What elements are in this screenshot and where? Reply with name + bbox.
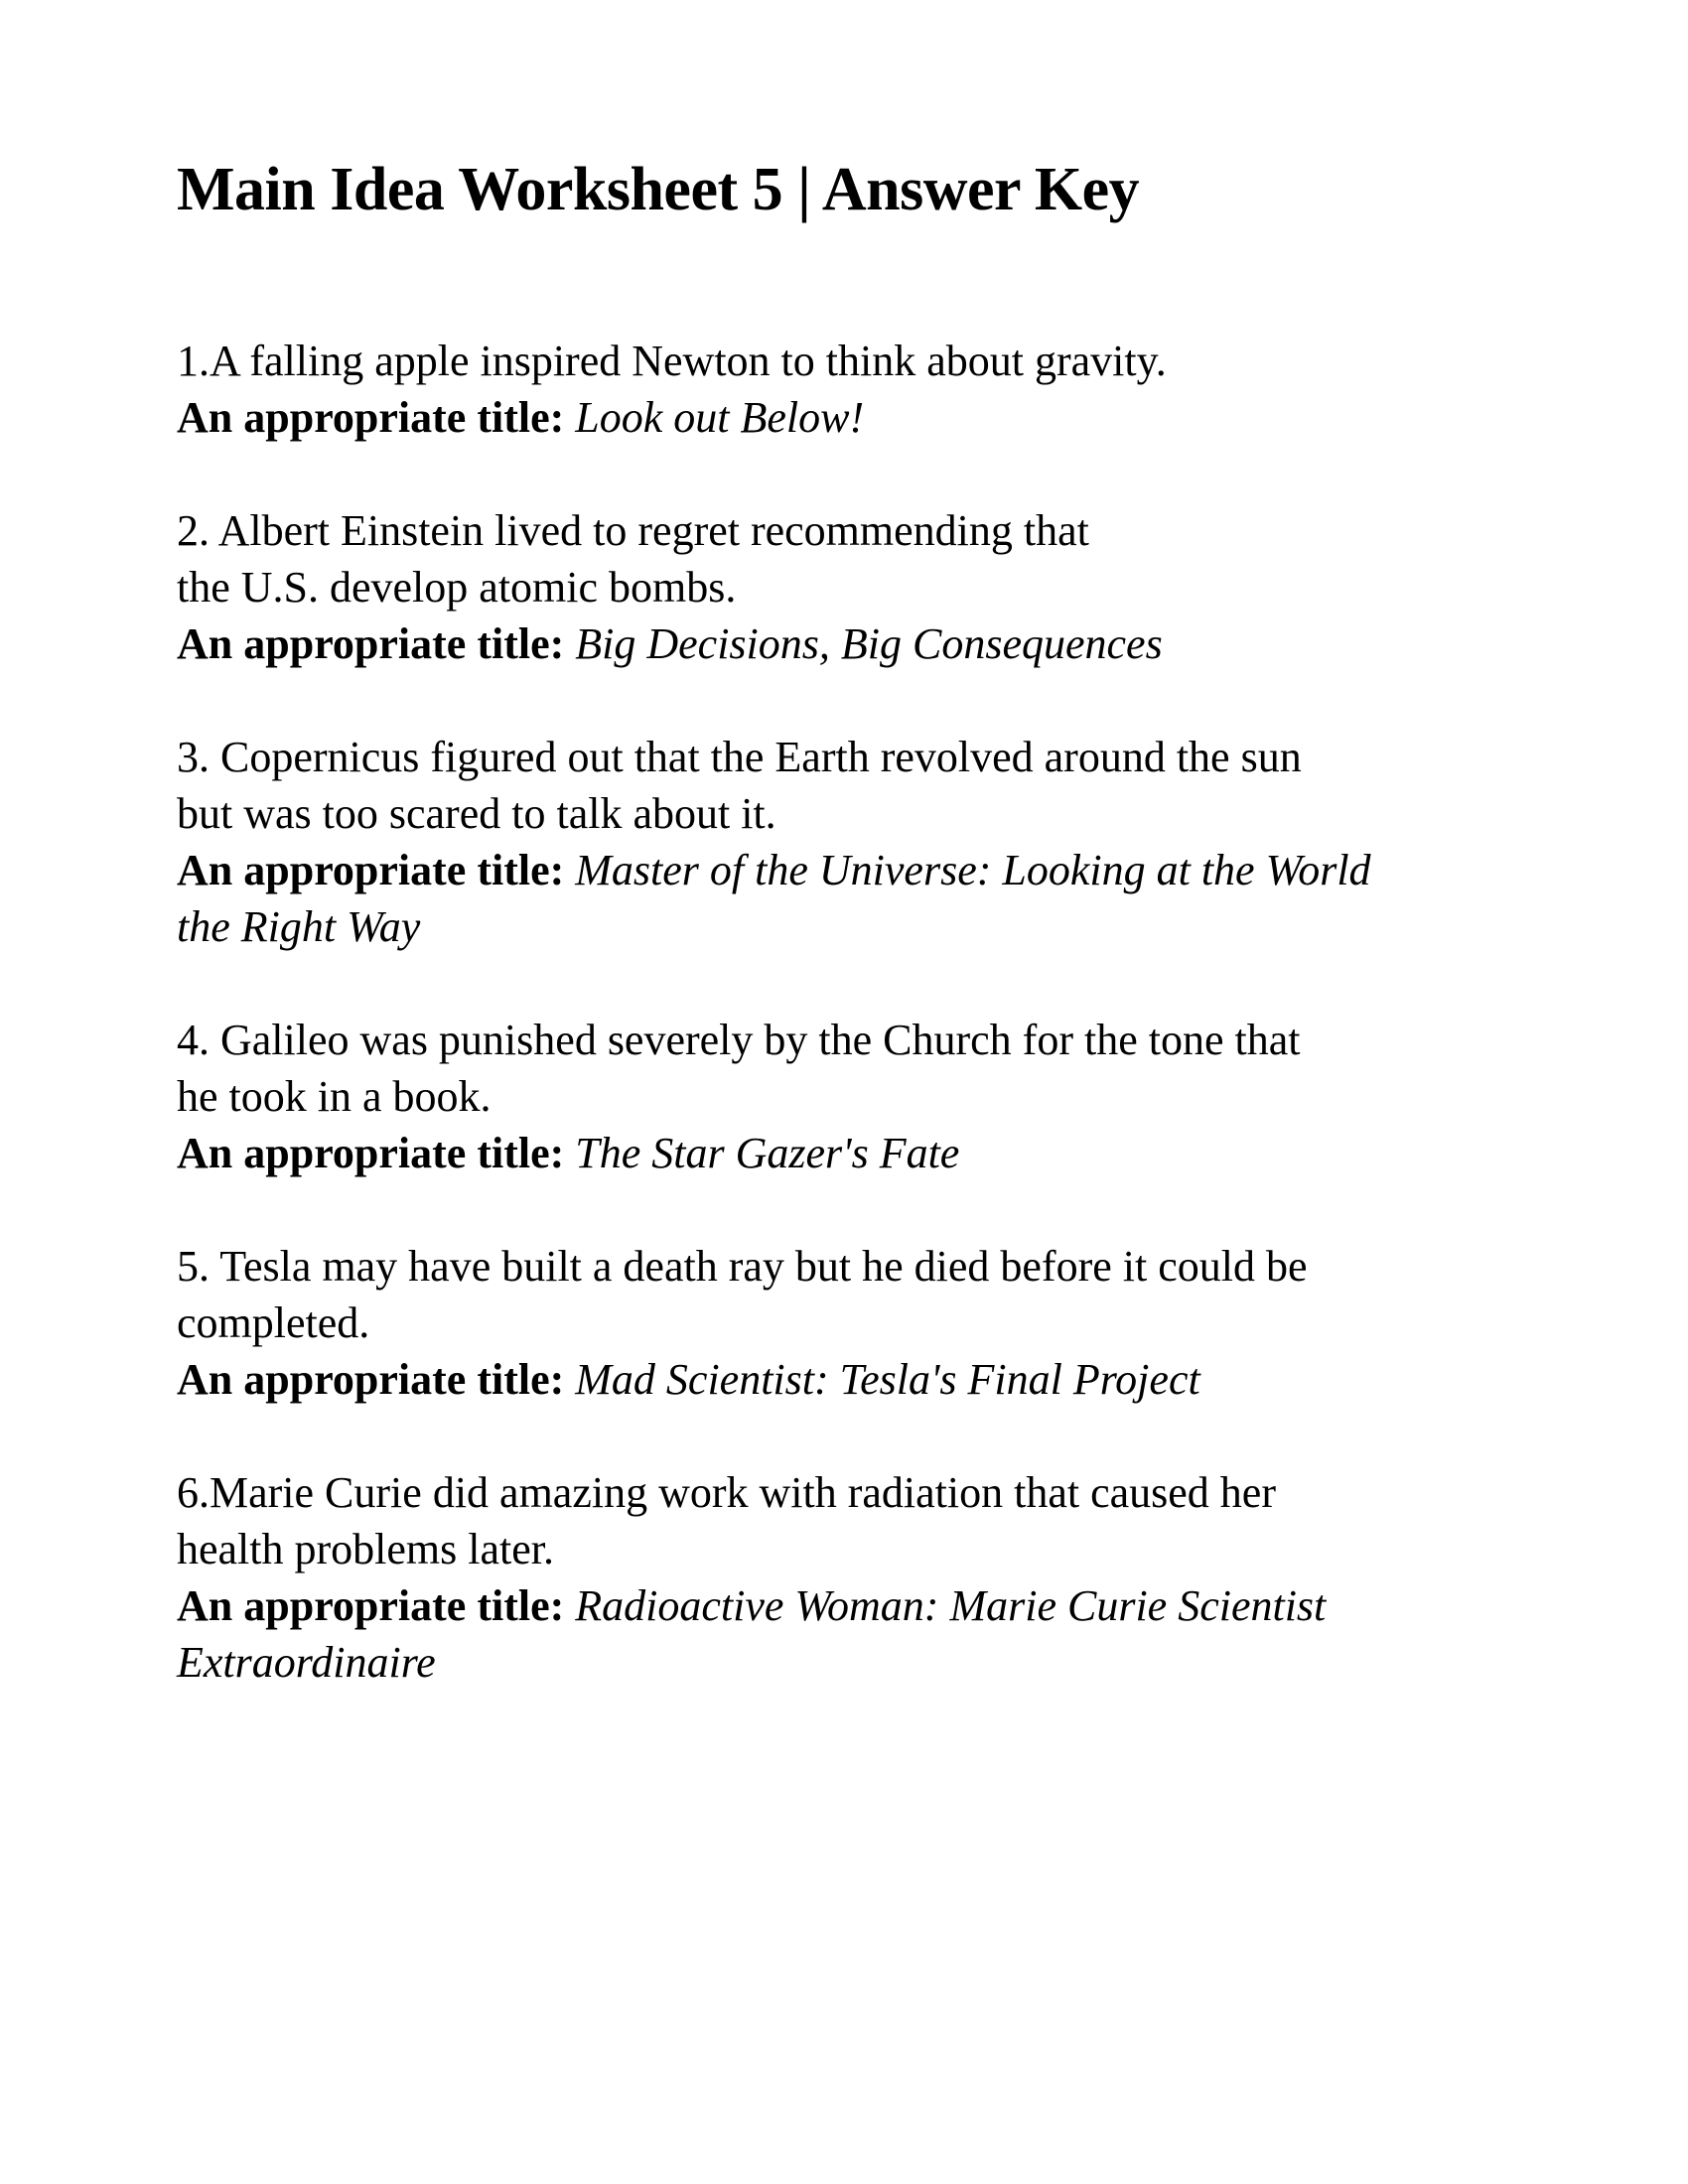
question-line: completed. (177, 1298, 370, 1347)
answer-label: An appropriate title: (177, 393, 565, 442)
question-text (177, 729, 1507, 842)
answer-row (177, 842, 1428, 955)
answer-list (177, 333, 1507, 1747)
answer-title: Master of the Universe: Looking at the World the Right Way (177, 846, 1371, 951)
answer-row (177, 1125, 1507, 1181)
question-line: 1.A falling apple inspired Newton to think about gravity. (177, 337, 1167, 385)
answer-row (177, 615, 1507, 672)
question-text (177, 333, 1507, 389)
answer-row (177, 1577, 1487, 1691)
answer-item-2 (177, 502, 1507, 672)
answer-label: An appropriate title: (177, 1129, 565, 1177)
answer-title: Mad Scientist: Tesla's Final Project (575, 1355, 1200, 1404)
answer-item-5 (177, 1238, 1507, 1408)
question-text (177, 1012, 1507, 1125)
question-text (177, 502, 1507, 615)
question-line: 6.Marie Curie did amazing work with radiation that caused her (177, 1468, 1276, 1517)
answer-title: Big Decisions, Big Consequences (575, 619, 1163, 668)
answer-title: Look out Below! (575, 393, 865, 442)
answer-label: An appropriate title: (177, 619, 565, 668)
question-line: the U.S. develop atomic bombs. (177, 563, 737, 612)
answer-item-6 (177, 1464, 1507, 1691)
page-title: Main Idea Worksheet 5 | Answer Key (177, 156, 1140, 223)
question-line: 5. Tesla may have built a death ray but he died before it could be (177, 1242, 1308, 1291)
answer-item-4 (177, 1012, 1507, 1181)
answer-row (177, 1351, 1507, 1408)
question-line: 3. Copernicus figured out that the Earth revolved around the sun (177, 733, 1302, 781)
answer-title: Radioactive Woman: Marie Curie Scientist Extraordinaire (177, 1581, 1327, 1687)
answer-item-3 (177, 729, 1507, 955)
answer-title: The Star Gazer's Fate (575, 1129, 960, 1177)
answer-row (177, 389, 1507, 446)
question-line: he took in a book. (177, 1072, 492, 1121)
answer-label: An appropriate title: (177, 1581, 565, 1630)
question-text (177, 1464, 1507, 1577)
answer-label: An appropriate title: (177, 846, 565, 894)
question-text (177, 1238, 1507, 1351)
question-line: 2. Albert Einstein lived to regret recommending that (177, 506, 1089, 555)
answer-item-1 (177, 333, 1507, 446)
question-line: health problems later. (177, 1525, 554, 1573)
question-line: but was too scared to talk about it. (177, 789, 776, 838)
question-line: 4. Galileo was punished severely by the Church for the tone that (177, 1016, 1301, 1064)
answer-label: An appropriate title: (177, 1355, 565, 1404)
